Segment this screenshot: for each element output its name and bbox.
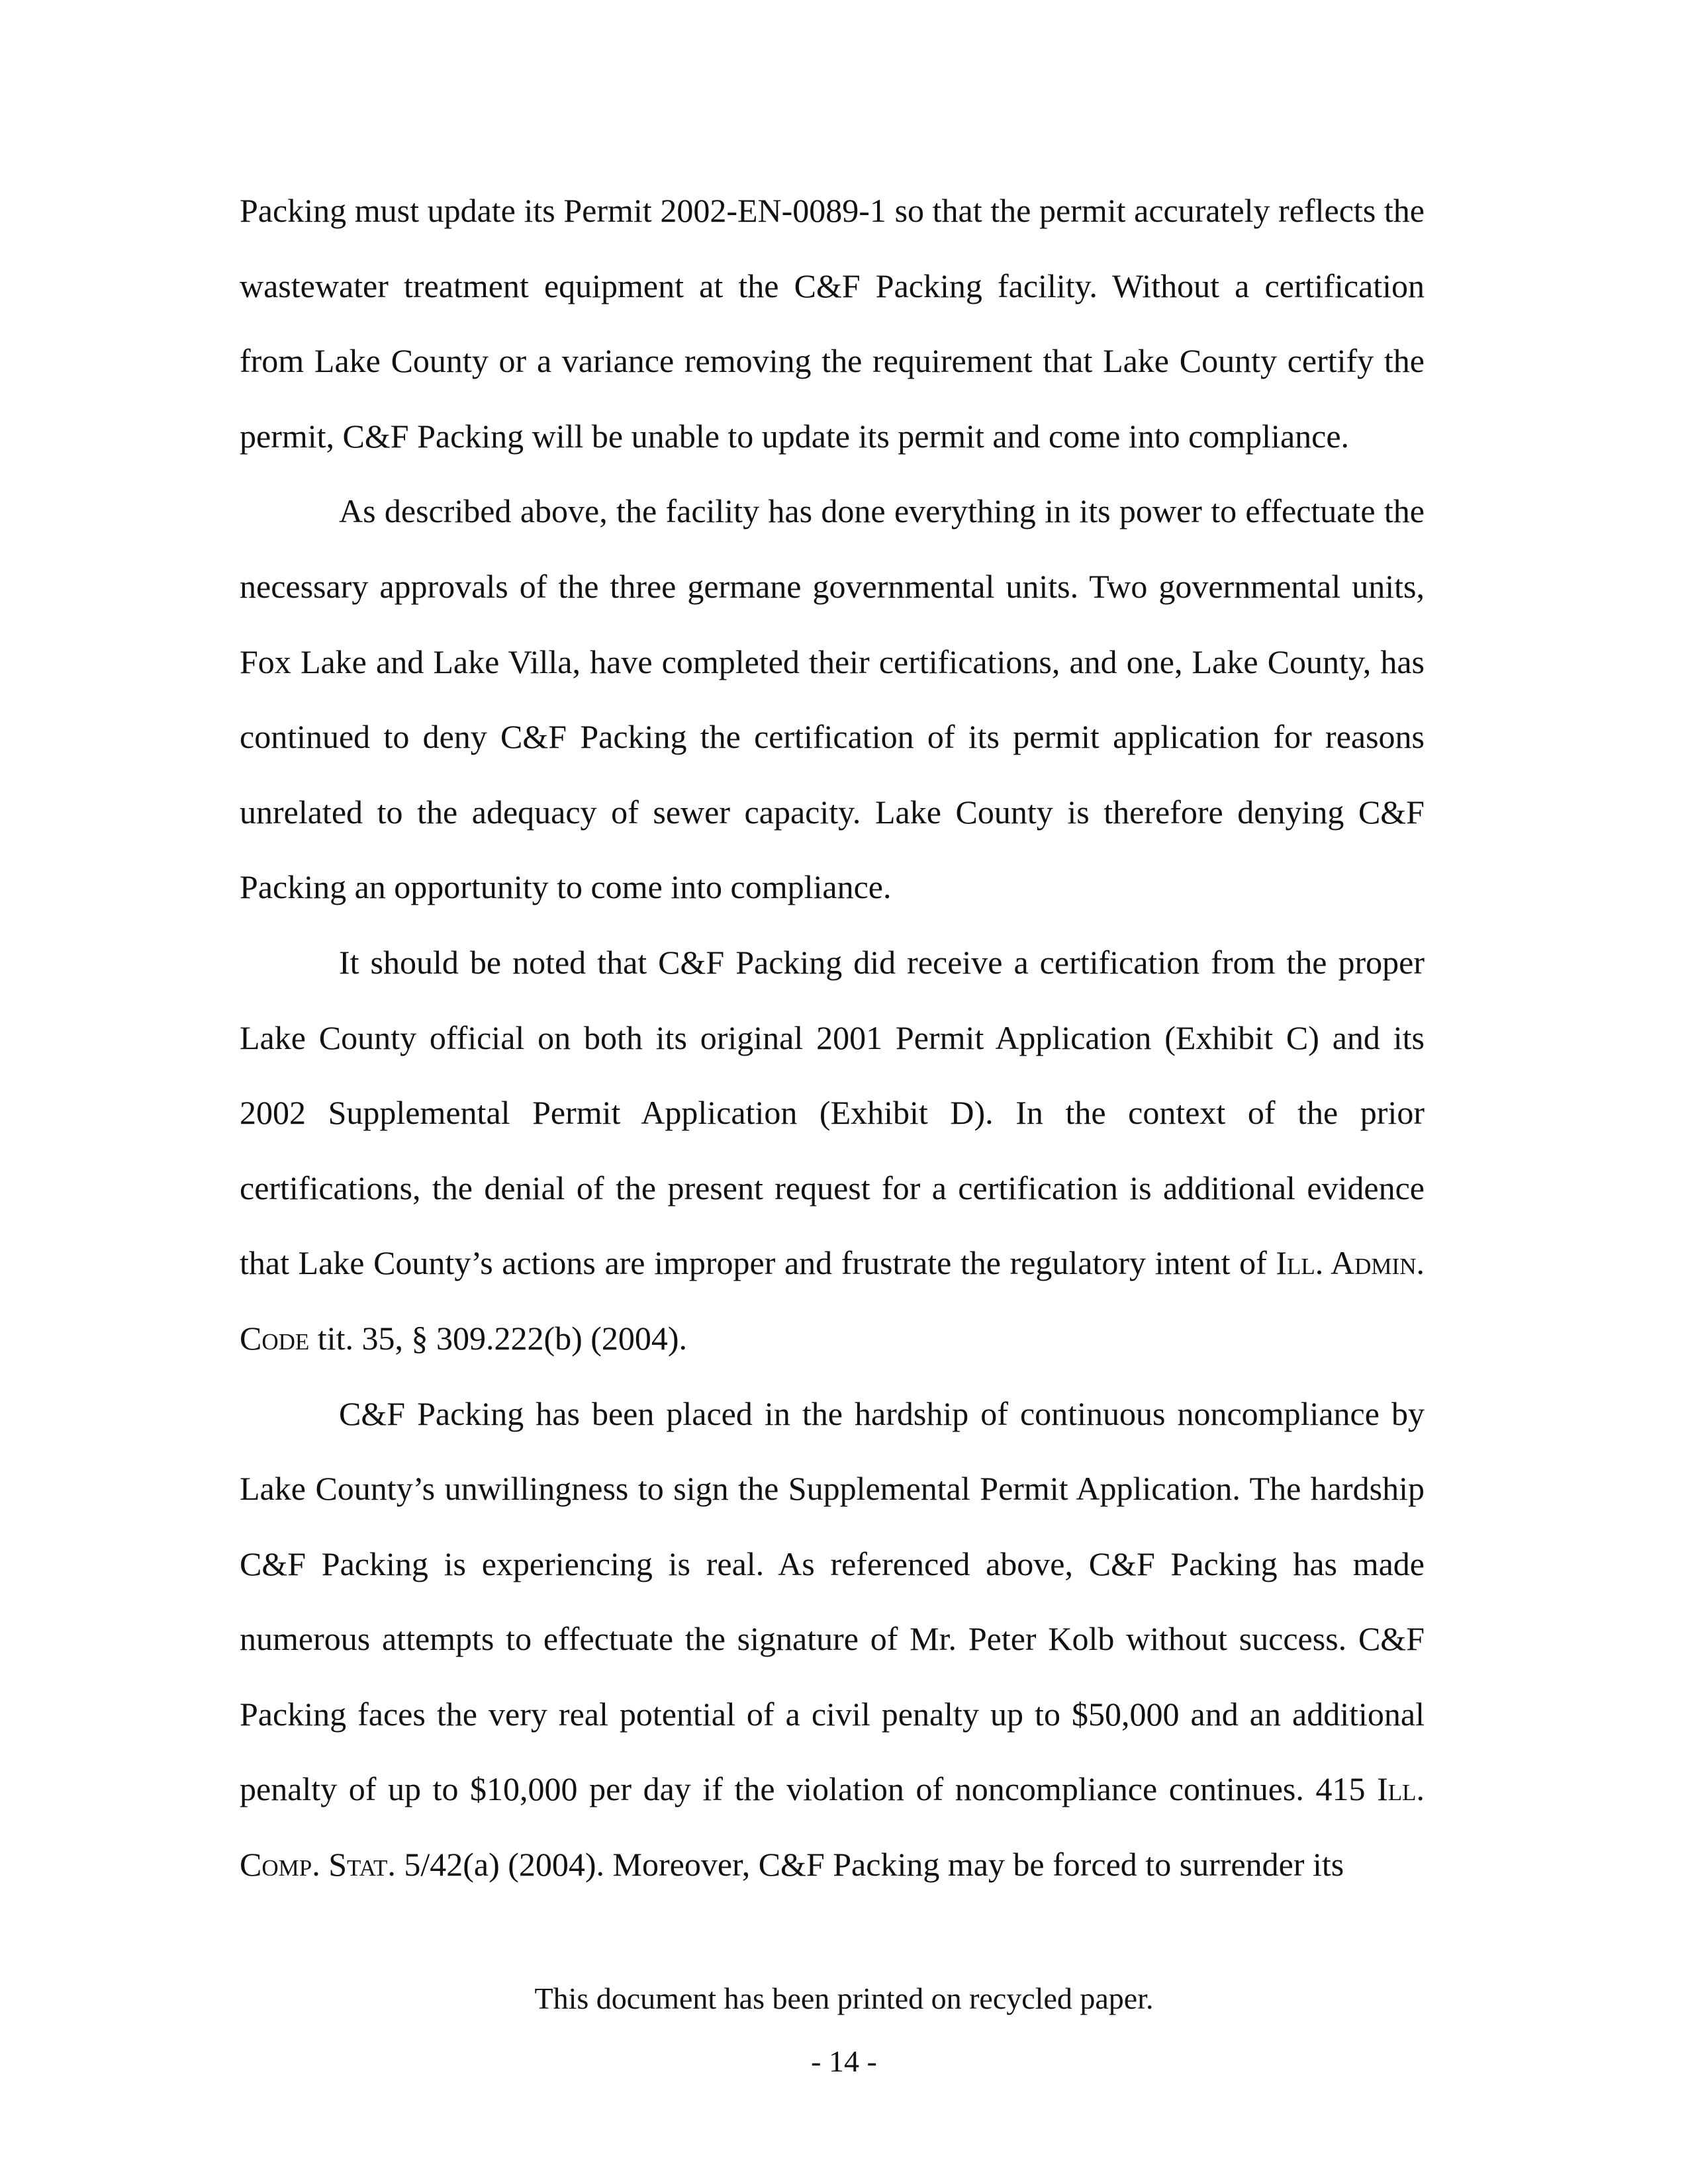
document-body xyxy=(240,173,1425,1903)
citation-source: Ill. Admin. Code xyxy=(240,1244,1425,1357)
citation-text: tit. 35, § 309.222(b) (2004). xyxy=(309,1319,688,1357)
citation-text: 5/42(a) (2004). Moreover, C&F Packing may be forced to surrender its xyxy=(395,1846,1344,1884)
paragraph-hardship xyxy=(240,1377,1425,1903)
citation-source: Ill. Comp. Stat. xyxy=(240,1770,1425,1884)
paragraph-text: As described above, the facility has done everything in its power to effectuate the necessary approvals of the three germane governmental units. Two governmental units, Fox Lake and Lake Villa, have completed their certifications, and one, Lake County, has continued to deny C&F Packing the certification of its permit application for reasons unrelated to the adequacy of sewer capacity. Lake County is therefore denying C&F Packing an opportunity to come into compliance. xyxy=(240,492,1425,906)
paragraph-governmental-approvals xyxy=(240,474,1425,925)
paragraph-text: Packing must update its Permit 2002-EN-0089-1 so that the permit accurately reflects the wastewater treatment equipment at the C&F Packing facility. Without a certification from Lake County or a variance removing the requirement that Lake County certify the permit, C&F Packing will be unable to update its permit and come into compliance. xyxy=(240,192,1425,455)
recycled-paper-note: This document has been printed on recycled paper. xyxy=(534,1981,1154,2015)
paragraph-text: C&F Packing has been placed in the hardship of continuous noncompliance by Lake County’s unwillingness to sign the Supplemental Permit Application. The hardship C&F Packing is experiencing is real. As referenced above, C&F Packing has made numerous attempts to effectuate the signature of Mr. Peter Kolb without success. C&F Packing faces the very real potential of a civil penalty up to $50,000 and an additional penalty of up to $10,000 per day if the violation of noncompliance continues. 415 xyxy=(240,1394,1425,1808)
paragraph-text: It should be noted that C&F Packing did receive a certification from the proper Lake County official on both its original 2001 Permit Application (Exhibit C) and its 2002 Supplemental Permit Application (Exhibit D). In the context of the prior certifications, the denial of the present request for a certification is additional evidence that Lake County’s actions are improper and frustrate the regulatory intent of xyxy=(240,943,1425,1282)
paragraph-permit-update xyxy=(240,173,1425,474)
page-number: - 14 - xyxy=(811,2044,877,2078)
paragraph-prior-certifications xyxy=(240,925,1425,1377)
